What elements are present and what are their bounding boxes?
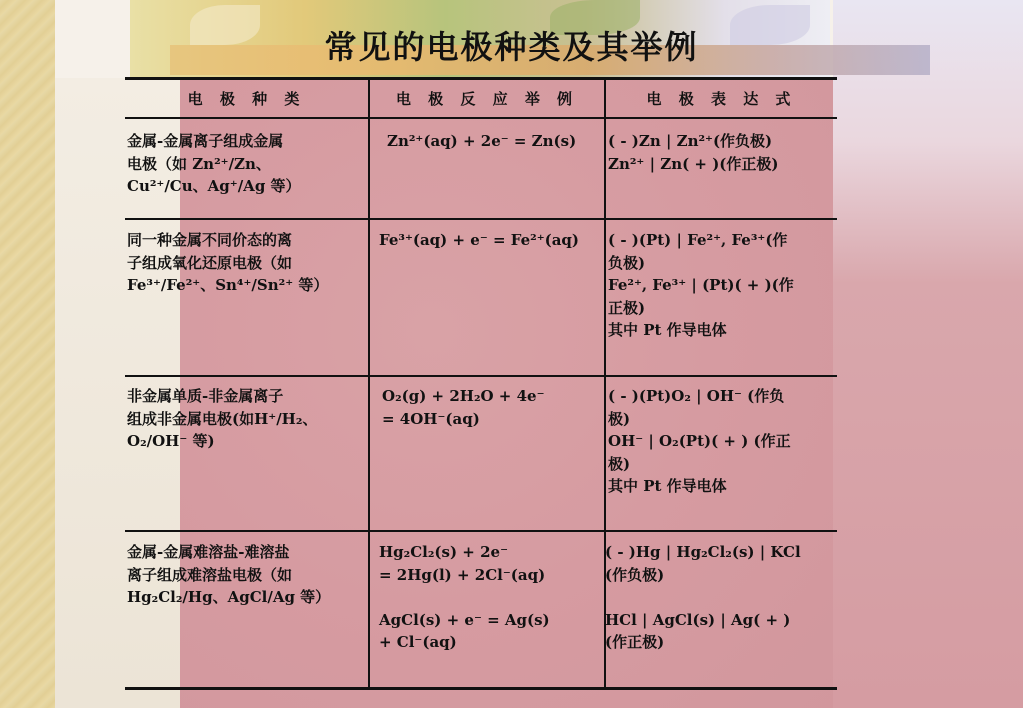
row-4-reaction: Hg₂Cl₂(s) + 2e⁻ = 2Hg(l) + 2Cl⁻(aq) AgCl(s) + e⁻ = Ag(s) + Cl⁻(aq) bbox=[379, 543, 550, 651]
row-2-reaction: Fe³⁺(aq) + e⁻ = Fe²⁺(aq) bbox=[379, 231, 580, 249]
header-electrode-reaction: 电 极 反 应 举 例 bbox=[395, 90, 579, 108]
header-electrode-expression: 电 极 表 达 式 bbox=[646, 90, 797, 108]
page-title: 常见的电极种类及其举例 bbox=[324, 28, 699, 66]
row-1-reaction: Zn²⁺(aq) + 2e⁻ = Zn(s) bbox=[387, 132, 577, 150]
row-1-type: 金属-金属离子组成金属 电极（如 Zn²⁺/Zn、 Cu²⁺/Cu、Ag⁺/Ag 等） bbox=[127, 132, 301, 195]
row-3-reaction: O₂(g) + 2H₂O + 4e⁻ = 4OH⁻(aq) bbox=[382, 387, 545, 428]
row-2-expression: ( - )(Pt) | Fe²⁺, Fe³⁺(作 负极) Fe²⁺, Fe³⁺ | (Pt)( + )(作 正极) 其中 Pt 作导电体 bbox=[608, 231, 794, 339]
row-rule bbox=[125, 375, 837, 377]
row-4-type: 金属-金属难溶盐-难溶盐 离子组成难溶盐电极（如 Hg₂Cl₂/Hg、AgCl/Ag 等） bbox=[127, 543, 331, 606]
table-top-rule bbox=[125, 77, 837, 80]
left-paper-strip bbox=[0, 0, 55, 708]
column-divider bbox=[368, 77, 370, 689]
row-3-expression: ( - )(Pt)O₂ | OH⁻ (作负 极) OH⁻ | O₂(Pt)( + ) (作正 极) 其中 Pt 作导电体 bbox=[608, 387, 791, 495]
row-2-type: 同一种金属不同价态的离 子组成氧化还原电极（如 Fe³⁺/Fe²⁺、Sn⁴⁺/Sn²⁺ 等） bbox=[127, 231, 329, 294]
row-rule bbox=[125, 530, 837, 532]
table-bottom-rule bbox=[125, 687, 837, 690]
header-rule bbox=[125, 117, 837, 119]
row-3-type: 非金属单质-非金属离子 组成非金属电极(如H⁺/H₂、 O₂/OH⁻ 等) bbox=[127, 387, 318, 450]
right-background bbox=[833, 0, 1023, 708]
row-1-expression: ( - )Zn | Zn²⁺(作负极) Zn²⁺ | Zn( + )(作正极) bbox=[608, 132, 779, 173]
row-rule bbox=[125, 218, 837, 220]
row-4-expression: ( - )Hg | Hg₂Cl₂(s) | KCl (作负极) HCl | AgCl(s) | Ag( + ) (作正极) bbox=[605, 543, 801, 651]
header-electrode-type: 电 极 种 类 bbox=[187, 90, 306, 108]
